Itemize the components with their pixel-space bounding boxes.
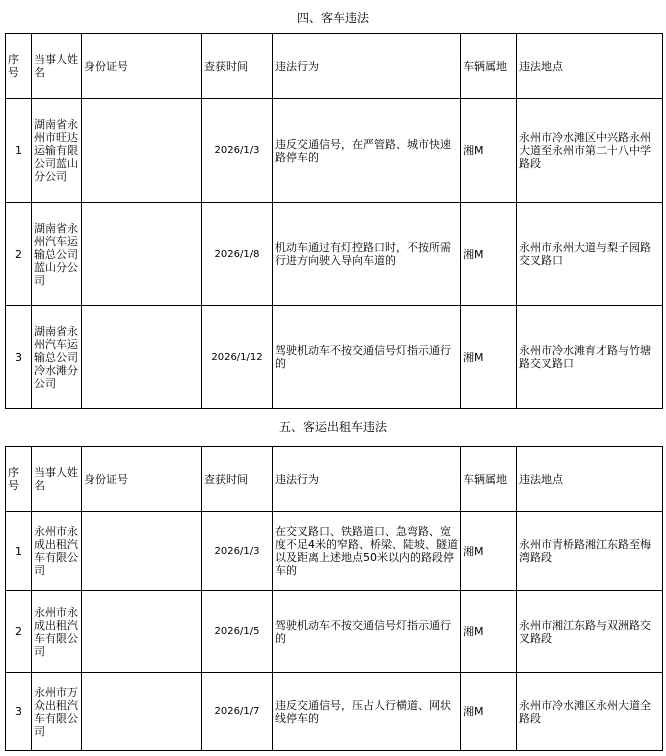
- cell-party: 永州市永成出租汽车有限公司: [32, 591, 82, 673]
- violation-table-taxi: [5, 446, 663, 751]
- cell-behavior: 违反交通信号，压占人行横道、网状线停车的: [273, 673, 461, 751]
- cell-region: 湘M: [461, 512, 517, 591]
- header-behavior: 违法行为: [273, 447, 461, 512]
- table-row: [6, 673, 663, 751]
- cell-party: 永州市永成出租汽车有限公司: [32, 512, 82, 591]
- cell-date: 2026/1/8: [202, 203, 273, 306]
- cell-party: 湖南省永州汽车运输总公司蓝山分公司: [32, 203, 82, 306]
- header-location: 违法地点: [517, 34, 663, 99]
- header-behavior: 违法行为: [273, 34, 461, 99]
- cell-id: [82, 591, 202, 673]
- header-index: 序号: [6, 447, 32, 512]
- header-region: 车辆属地: [461, 447, 517, 512]
- cell-date: 2026/1/3: [202, 512, 273, 591]
- cell-party: 湖南省永州汽车运输总公司冷水滩分公司: [32, 306, 82, 409]
- cell-location: 永州市冷水滩育才路与竹塘路交叉路口: [517, 306, 663, 409]
- cell-date: 2026/1/3: [202, 99, 273, 203]
- cell-location: 永州市冷水滩区永州大道全路段: [517, 673, 663, 751]
- header-location: 违法地点: [517, 447, 663, 512]
- table-header-row: [6, 34, 663, 99]
- section-title-taxi: 五、客运出租车违法: [278, 420, 387, 434]
- header-index: 序号: [6, 34, 32, 99]
- section-title-passenger: 四、客车违法: [296, 11, 369, 25]
- cell-id: [82, 203, 202, 306]
- header-date: 查获时间: [202, 447, 273, 512]
- cell-index: 3: [6, 673, 32, 751]
- table-row: [6, 512, 663, 591]
- table-row: [6, 591, 663, 673]
- cell-region: 湘M: [461, 306, 517, 409]
- cell-index: 2: [6, 203, 32, 306]
- table-row: [6, 99, 663, 203]
- cell-location: 永州市永州大道与梨子园路交叉路口: [517, 203, 663, 306]
- header-id: 身份证号: [82, 34, 202, 99]
- cell-id: [82, 673, 202, 751]
- cell-index: 2: [6, 591, 32, 673]
- cell-behavior: 机动车通过有灯控路口时，不按所需行进方向驶入导向车道的: [273, 203, 461, 306]
- cell-index: 1: [6, 99, 32, 203]
- cell-id: [82, 306, 202, 409]
- cell-behavior: 在交叉路口、铁路道口、急弯路、宽度不足4米的窄路、桥梁、陡坡、隧道以及距离上述地点50米以内的路段停车的: [273, 512, 461, 591]
- cell-location: 永州市青桥路湘江东路至梅湾路段: [517, 512, 663, 591]
- header-id: 身份证号: [82, 447, 202, 512]
- cell-location: 永州市湘江东路与双洲路交叉路段: [517, 591, 663, 673]
- cell-date: 2026/1/5: [202, 591, 273, 673]
- header-party: 当事人姓名: [32, 34, 82, 99]
- cell-party: 永州市万众出租汽车有限公司: [32, 673, 82, 751]
- cell-region: 湘M: [461, 591, 517, 673]
- cell-date: 2026/1/12: [202, 306, 273, 409]
- cell-location: 永州市冷水滩区中兴路永州大道至永州市第二十八中学路段: [517, 99, 663, 203]
- header-date: 查获时间: [202, 34, 273, 99]
- violation-table-passenger: [5, 33, 663, 409]
- cell-party: 湖南省永州市旺达运输有限公司蓝山分公司: [32, 99, 82, 203]
- table-row: [6, 306, 663, 409]
- cell-region: 湘M: [461, 673, 517, 751]
- cell-id: [82, 99, 202, 203]
- header-region: 车辆属地: [461, 34, 517, 99]
- cell-region: 湘M: [461, 99, 517, 203]
- header-party: 当事人姓名: [32, 447, 82, 512]
- cell-id: [82, 512, 202, 591]
- cell-behavior: 驾驶机动车不按交通信号灯指示通行的: [273, 591, 461, 673]
- table-row: [6, 203, 663, 306]
- table-header-row: [6, 447, 663, 512]
- cell-behavior: 违反交通信号，在严管路、城市快速路停车的: [273, 99, 461, 203]
- cell-region: 湘M: [461, 203, 517, 306]
- cell-index: 1: [6, 512, 32, 591]
- cell-index: 3: [6, 306, 32, 409]
- cell-behavior: 驾驶机动车不按交通信号灯指示通行的: [273, 306, 461, 409]
- cell-date: 2026/1/7: [202, 673, 273, 751]
